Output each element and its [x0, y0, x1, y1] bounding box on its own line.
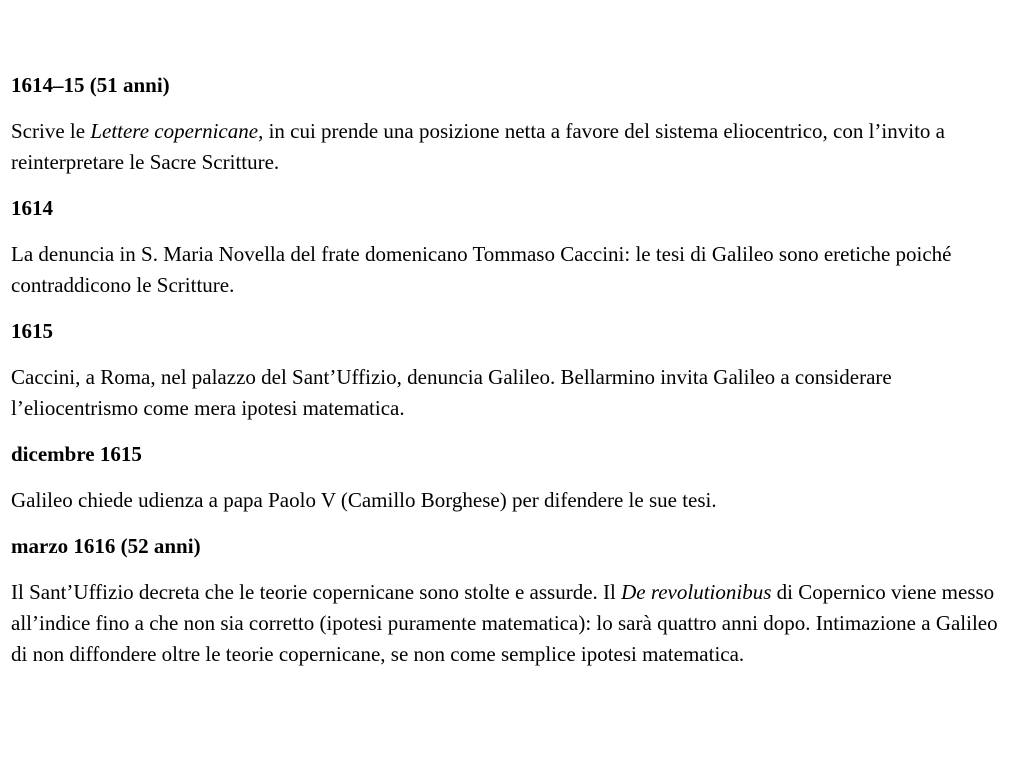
entry-date: marzo 1616 (52 anni): [11, 534, 201, 558]
work-title: Lettere copernicane: [90, 119, 259, 143]
entry-text: [11, 577, 1016, 670]
work-title: De revolutionibus: [621, 580, 772, 604]
entry-text: La denuncia in S. Maria Novella del frate domenicano Tommaso Caccini: le tesi di Galileo sono eretiche poiché contraddicono le Scritture.: [11, 242, 952, 297]
entry-date: dicembre 1615: [11, 442, 142, 466]
entry-text: Galileo chiede udienza a papa Paolo V (Camillo Borghese) per difendere le sue tesi.: [11, 488, 717, 512]
timeline-entry: [11, 316, 1016, 424]
document-page: [11, 70, 1016, 685]
timeline-entry: [11, 531, 1016, 670]
timeline-entry: [11, 70, 1016, 178]
timeline-entry: [11, 439, 1016, 516]
entry-text-part: Scrive le: [11, 119, 91, 143]
entry-text: Caccini, a Roma, nel palazzo del Sant’Uffizio, denuncia Galileo. Bellarmino invita Galileo a considerare l’eliocentrismo come mera ipotesi matematica.: [11, 365, 892, 420]
entry-text: [11, 116, 1016, 178]
entry-text-part: , in cui prende una posizione netta a favore del sistema eliocentrico, con l’invito a reinterpretare le Sacre Scritture.: [11, 119, 945, 174]
entry-date: 1615: [11, 319, 53, 343]
timeline-entry: [11, 193, 1016, 301]
entry-date: 1614: [11, 196, 53, 220]
entry-text-part: di Copernico viene messo all’indice fino a che non sia corretto (ipotesi puramente matematica): lo sarà quattro anni dopo. Intimazione a Galileo di non diffondere oltre le teorie copernicane, se non come semplice ipotesi matematica.: [11, 580, 998, 666]
entry-text-part: Il Sant’Uffizio decreta che le teorie copernicane sono stolte e assurde. Il: [11, 580, 622, 604]
entry-date: 1614–15 (51 anni): [11, 73, 170, 97]
